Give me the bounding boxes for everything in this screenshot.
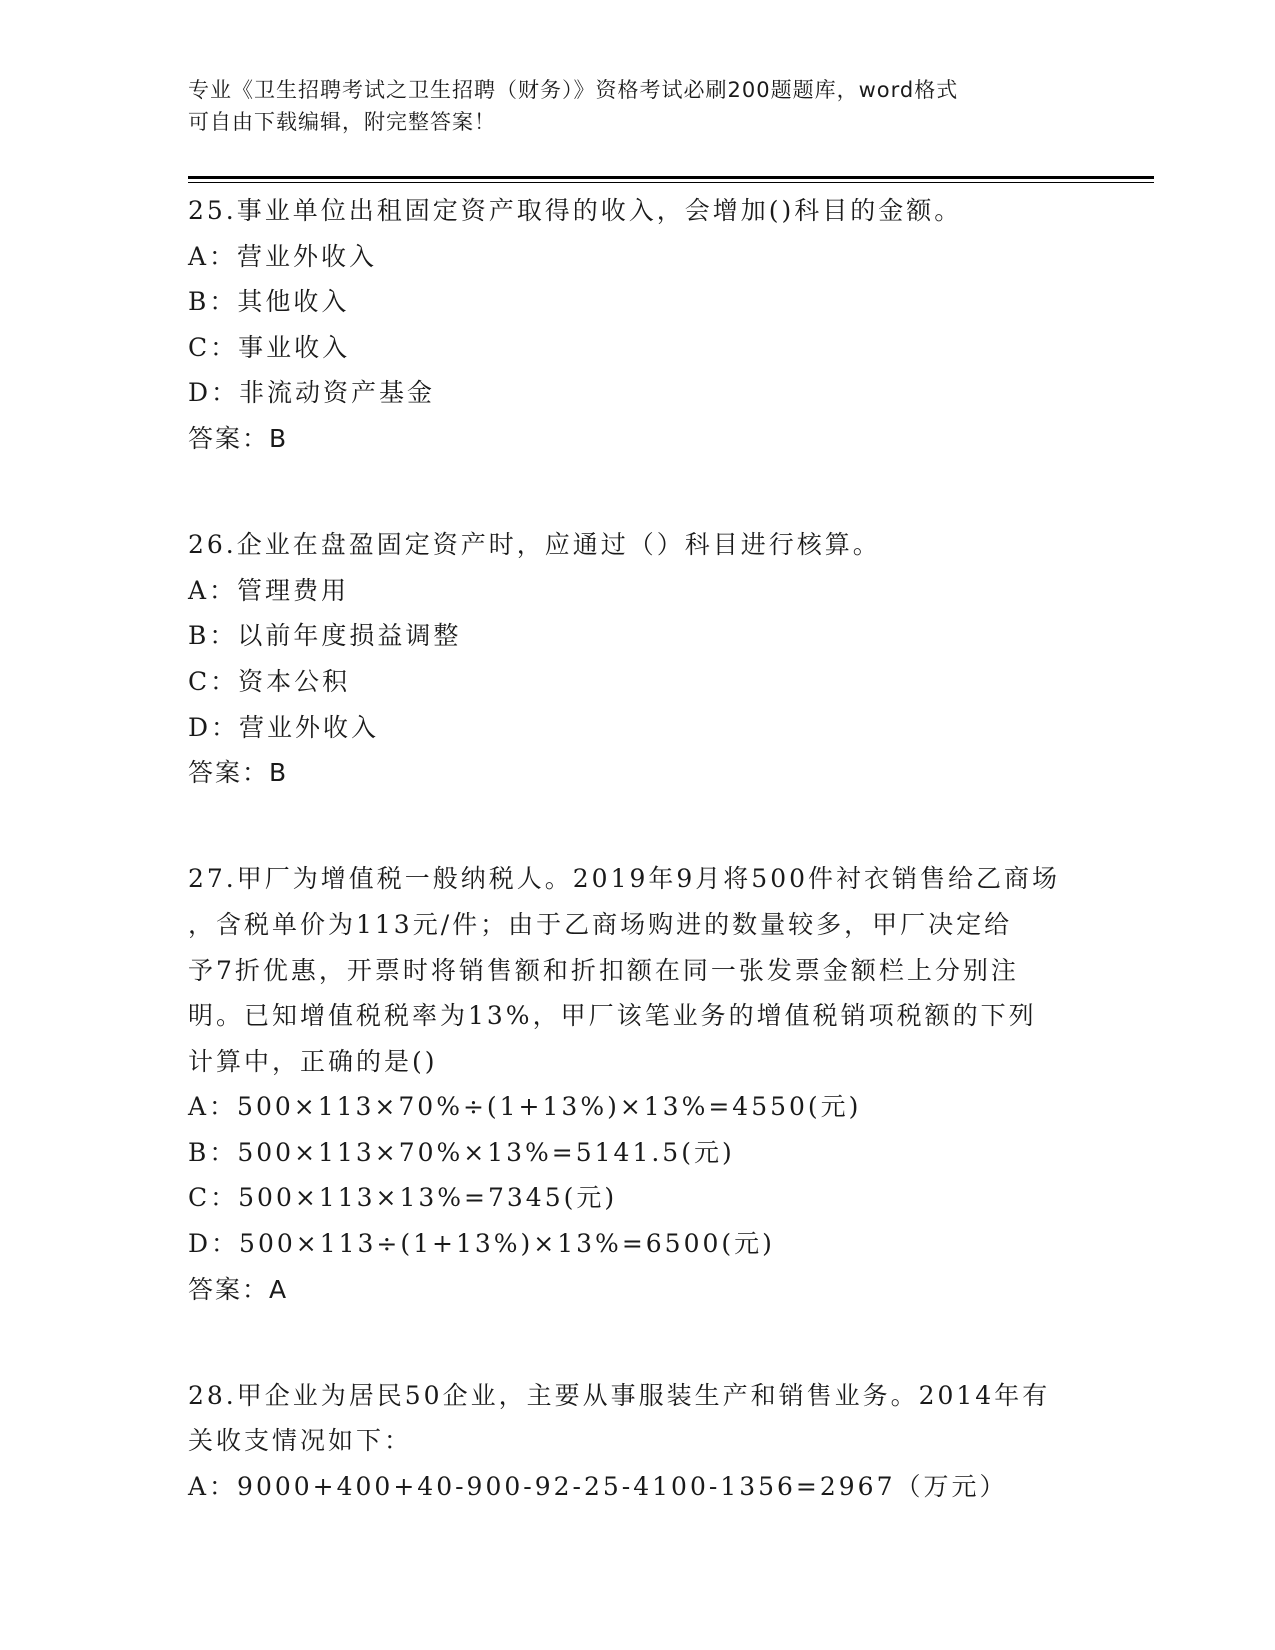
option-a: A：9000+400+40-900-92-25-4100-1356=2967（万元） (188, 1472, 1008, 1502)
spacer (188, 1358, 1088, 1373)
option-a: A：管理费用 (188, 575, 350, 605)
option-a: A：500×113×70%÷(1+13%)×13%=4550(元) (188, 1092, 862, 1122)
header-line-2: 可自由下载编辑，附完整答案！ (188, 110, 496, 134)
question-text-line: 28.甲企业为居民50企业，主要从事服装生产和销售业务。2014年有 (188, 1380, 1051, 1410)
answer: 答案：B (188, 423, 289, 453)
option-d: D：500×113÷(1+13%)×13%=6500(元) (188, 1229, 775, 1259)
spacer (188, 841, 1088, 856)
spacer (188, 507, 1088, 522)
option-a: A：营业外收入 (188, 241, 378, 271)
question-text-line: 计算中，正确的是() (188, 1046, 438, 1076)
question-26 (188, 522, 1088, 796)
option-b: B：其他收入 (188, 287, 350, 317)
question-25 (188, 188, 1088, 462)
spacer (188, 1312, 1088, 1358)
option-d: D：非流动资产基金 (188, 378, 436, 408)
option-b: B：以前年度损益调整 (188, 621, 462, 651)
question-text-line: 予7折优惠，开票时将销售额和折扣额在同一张发票金额栏上分别注 (188, 955, 1019, 985)
header-divider-thin (188, 182, 1154, 183)
question-text: 26.企业在盘盈固定资产时，应通过（）科目进行核算。 (188, 530, 881, 560)
question-text: 25.事业单位出租固定资产取得的收入，会增加()科目的金额。 (188, 196, 963, 225)
option-c: C：500×113×13%=7345(元) (188, 1183, 618, 1213)
question-27 (188, 856, 1088, 1312)
question-text-line: ，含税单价为113元/件；由于乙商场购进的数量较多，甲厂决定给 (188, 909, 1013, 939)
answer: 答案：A (188, 1274, 289, 1304)
question-text-line: 关收支情况如下： (188, 1426, 413, 1456)
header-line-1: 专业《卫生招聘考试之卫生招聘（财务）》资格考试必刷200题题库，word格式 (188, 78, 959, 102)
spacer (188, 796, 1088, 842)
question-text-line: 明。已知增值税税率为13%，甲厂该笔业务的增值税销项税额的下列 (188, 1001, 1037, 1031)
option-b: B：500×113×70%×13%=5141.5(元) (188, 1137, 735, 1167)
question-28 (188, 1373, 1088, 1510)
spacer (188, 462, 1088, 508)
answer: 答案：B (188, 758, 289, 788)
option-c: C：资本公积 (188, 666, 351, 696)
document-header (188, 74, 1068, 138)
question-text-line: 27.甲厂为增值税一般纳税人。2019年9月将500件衬衣销售给乙商场 (188, 864, 1061, 894)
header-divider-thick (188, 176, 1154, 179)
question-list (188, 188, 1088, 1510)
option-d: D：营业外收入 (188, 712, 380, 742)
option-c: C：事业收入 (188, 332, 351, 362)
